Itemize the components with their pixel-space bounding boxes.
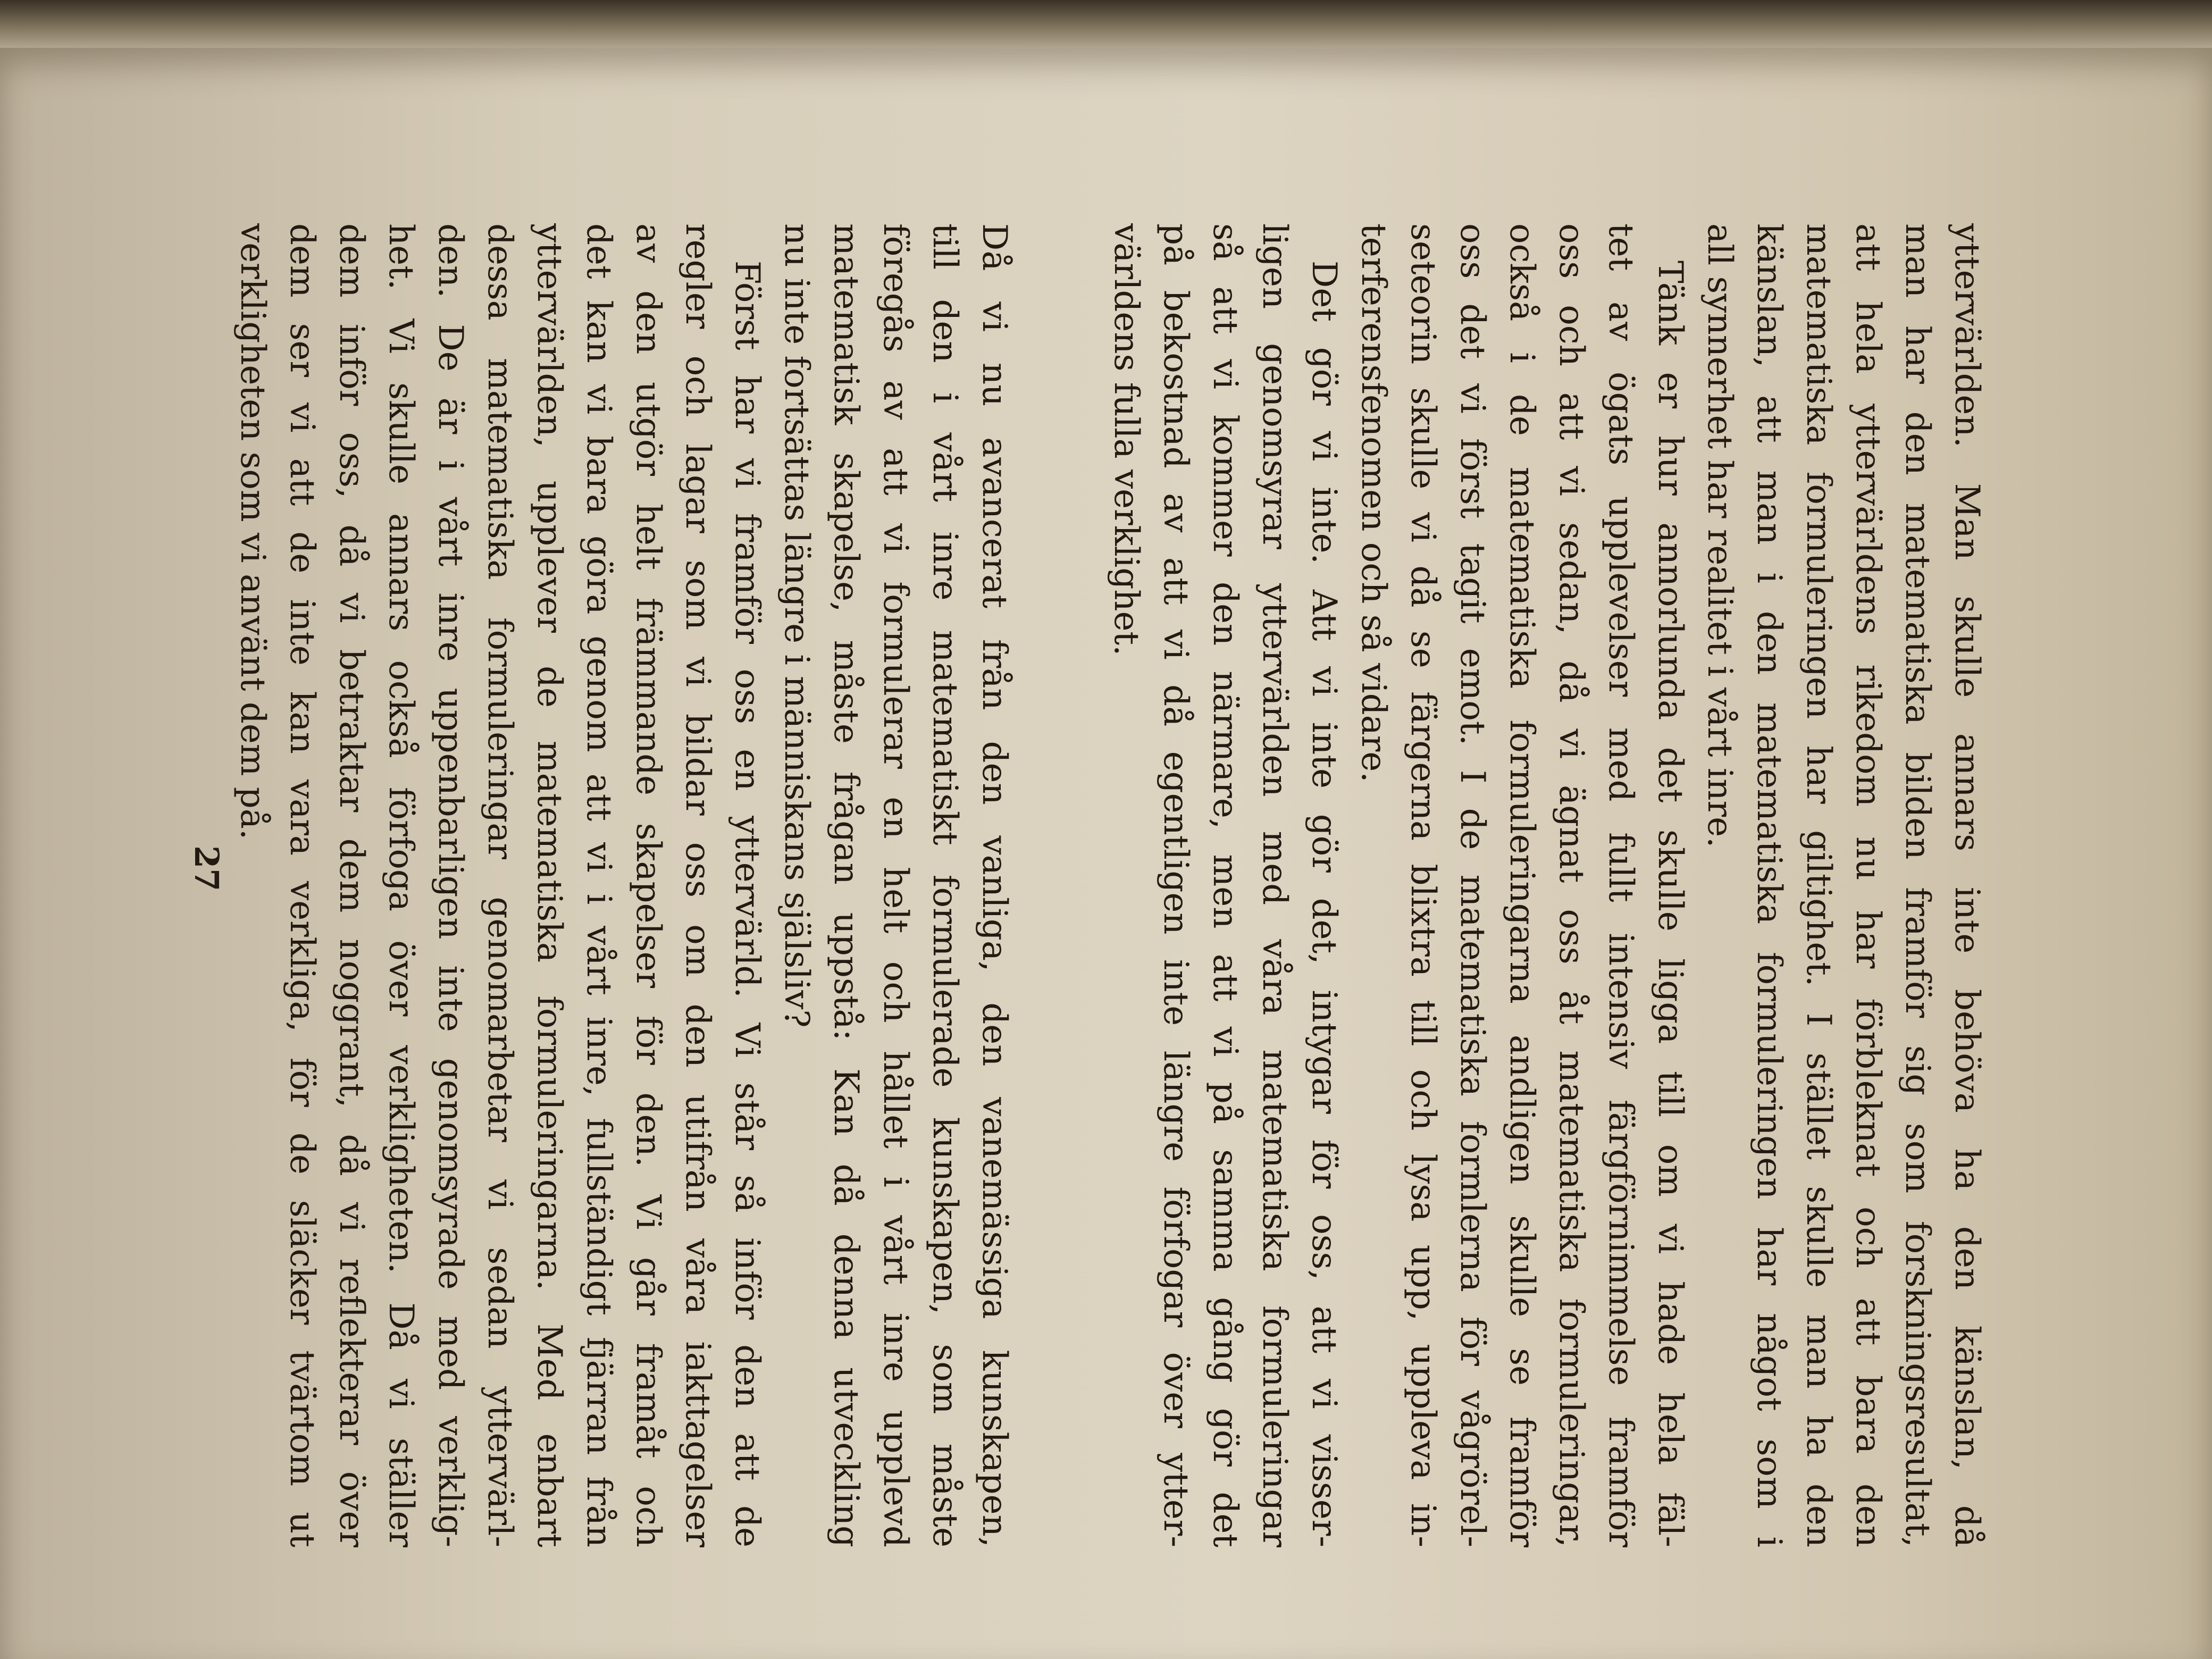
text-line: Då vi nu avancerat från den vanliga, den vanemässiga kunskapen, — [975, 223, 1014, 1547]
text-line: yttervärlden. Man skulle annars inte behöva ha den känslan, då — [1947, 223, 1987, 1547]
text-line: till den i vårt inre matematiskt formulerade kunskapen, som måste — [925, 223, 965, 1547]
text-line: nu inte fortsättas längre i människans själsliv? — [777, 223, 816, 1028]
text-line: föregås av att vi formulerar en helt och hållet i vårt inre upplevd — [876, 223, 915, 1547]
page-number: 27 — [187, 845, 226, 892]
text-line: terferensfenomen och så vidare. — [1354, 223, 1393, 783]
text-line: man har den matematiska bilden framför sig som forskningsresultat, — [1898, 223, 1937, 1547]
paragraph-3 — [1101, 223, 1348, 1547]
book-page — [0, 48, 2212, 1659]
text-line: ligen genomsyrar yttervärlden med våra matematiska formuleringar — [1255, 223, 1294, 1547]
paragraph-5 — [228, 223, 772, 1547]
text-line: verkligheten som vi använt dem på. — [233, 223, 272, 840]
text-line: het. Vi skulle annars också förfoga över verkligheten. Då vi ställer — [381, 223, 421, 1547]
text-line: Tänk er hur annorlunda det skulle ligga till om vi hade hela fäl- — [1650, 261, 1690, 1547]
text-line: känslan, att man i den matematiska formuleringen har något som i — [1749, 223, 1789, 1547]
text-line: världens fulla verklighet. — [1107, 223, 1146, 656]
text-line: det kan vi bara göra genom att vi i vårt inre, fullständigt fjärran från — [579, 223, 618, 1547]
text-line: också i de matematiska formuleringarna andligen skulle se framför — [1502, 223, 1541, 1547]
text-line: så att vi kommer den närmare, men att vi på samma gång gör det — [1205, 223, 1245, 1547]
text-line: Först har vi framför oss en yttervärld. Vi står så inför den att de — [727, 261, 767, 1547]
text-line: regler och lagar som vi bildar oss om den utifrån våra iakttagelser — [678, 223, 717, 1547]
text-line: oss och att vi sedan, då vi ägnat oss åt matematiska formuleringar, — [1552, 223, 1591, 1547]
text-line: dem inför oss, då vi betraktar dem noggrant, då vi reflekterar över — [332, 223, 371, 1547]
text-line: oss det vi först tagit emot. I de matematiska formlerna för vågrörel- — [1453, 223, 1492, 1547]
text-line: dem ser vi att de inte kan vara verkliga, för de släcker tvärtom ut — [282, 223, 322, 1547]
text-line: tet av ögats upplevelser med fullt intensiv färgförnimmelse framför — [1601, 223, 1640, 1547]
text-line: seteorin skulle vi då se färgerna blixtra till och lysa upp, uppleva in- — [1403, 223, 1443, 1547]
paragraph-4 — [772, 223, 1019, 1547]
text-line: av den utgör helt främmande skapelser för den. Vi går framåt och — [629, 223, 668, 1547]
text-line: den. De är i vårt inre uppenbarligen inte genomsyrade med verklig- — [431, 223, 470, 1547]
page-text-block — [109, 154, 2103, 1601]
text-line: Det gör vi inte. Att vi inte gör det, intygar för oss, att vi visser- — [1304, 261, 1344, 1547]
text-line: matematiska formuleringen har giltighet. I stället skulle man ha den — [1799, 223, 1838, 1547]
text-line: dessa matematiska formuleringar genomarbetar vi sedan yttervärl- — [480, 223, 520, 1547]
text-line: all synnerhet har realitet i vårt inre. — [1700, 223, 1739, 848]
text-line: att hela yttervärldens rikedom nu har förbleknat och att bara den — [1848, 223, 1888, 1547]
text-line: på bekostnad av att vi då egentligen inte längre förfogar över ytter- — [1156, 223, 1195, 1547]
paragraph-1 — [1695, 223, 1991, 1547]
text-line: yttervärlden, upplever de matematiska formuleringarna. Med enbart — [530, 223, 569, 1547]
section-gap — [1019, 223, 1101, 1547]
paragraph-2 — [1348, 223, 1695, 1547]
text-line: matematisk skapelse, måste frågan uppstå: Kan då denna utveckling — [826, 223, 866, 1547]
